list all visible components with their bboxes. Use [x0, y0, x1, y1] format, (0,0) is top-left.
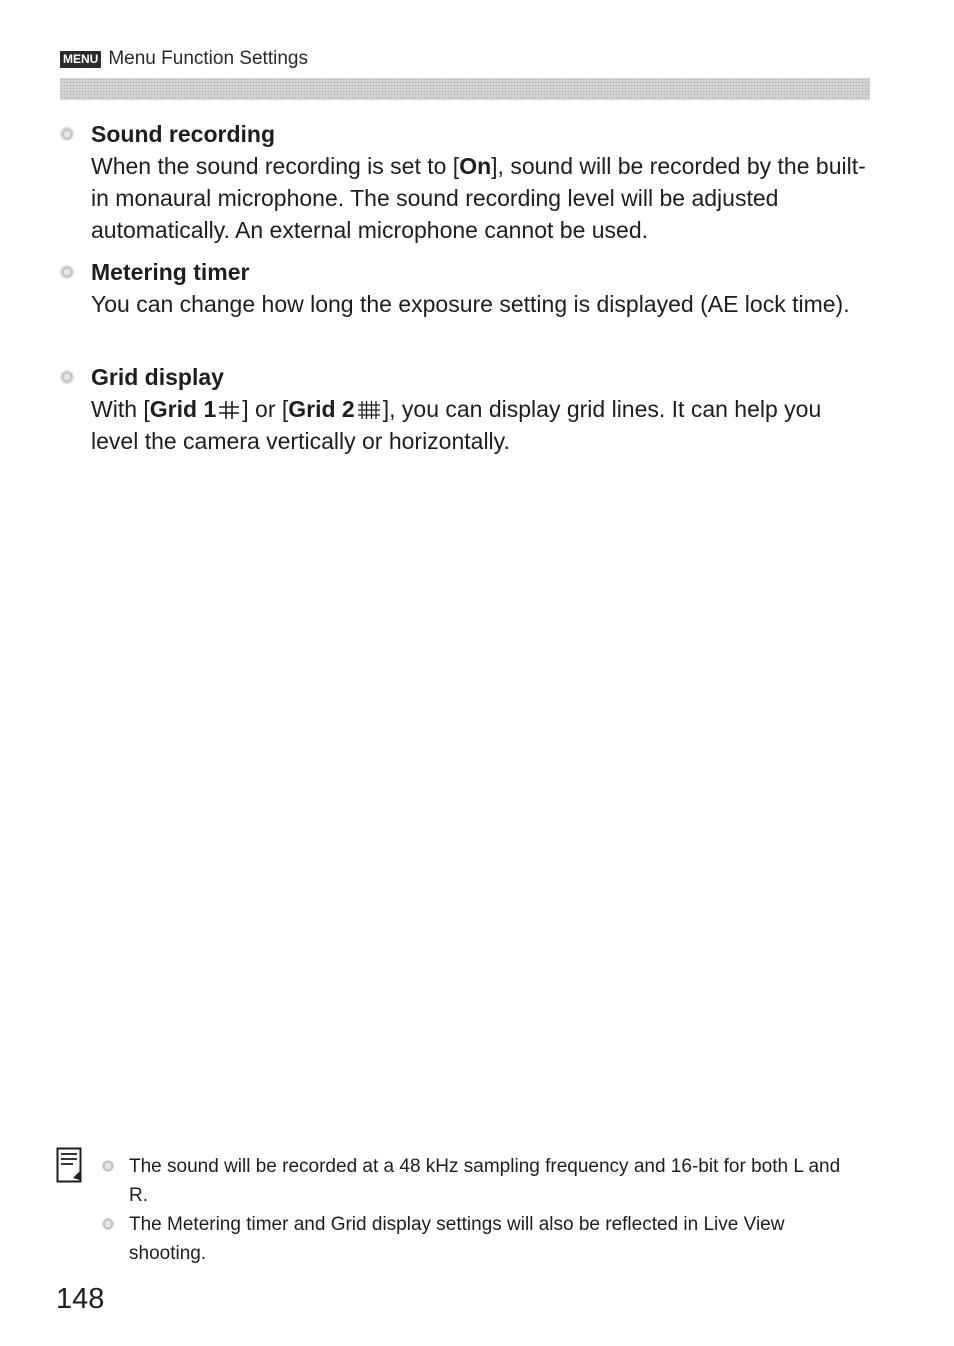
section-title-text: Grid display: [91, 363, 224, 390]
grid-1-icon: [218, 400, 240, 420]
body-text: ], you can display grid lines. It can help you level the camera vertically or horizontally.: [91, 396, 822, 454]
bullet-icon: [60, 127, 74, 141]
section-title: [60, 118, 870, 150]
body-text: ], sound will be recorded by the built-in monaural microphone. The sound recording level will be adjusted automatically. An external microphone cannot be used.: [91, 153, 866, 243]
section-title: [60, 256, 870, 288]
header-divider-bar: [60, 78, 870, 100]
body-bold-text: Grid 1: [149, 396, 217, 422]
body-text: ] or [: [242, 396, 289, 422]
note-text: The Metering timer and Grid display settings will also be reflected in Live View shooting.: [129, 1214, 785, 1264]
menu-icon: MENU: [60, 51, 101, 68]
body-text: When the sound recording is set to [: [91, 153, 460, 179]
note-item: [102, 1152, 862, 1210]
section-body: [91, 288, 870, 320]
section-metering-timer: [60, 256, 870, 320]
bullet-icon: [102, 1218, 114, 1230]
note-text: The sound will be recorded at a 48 kHz sampling frequency and 16-bit for both L and R.: [129, 1156, 841, 1206]
bullet-icon: [60, 370, 74, 384]
body-bold-text: On: [459, 153, 492, 179]
body-text: With [: [91, 396, 150, 422]
page-number: 148: [56, 1283, 105, 1315]
section-body: [91, 150, 870, 246]
section-title-text: Sound recording: [91, 120, 275, 147]
section-sound-recording: [60, 118, 870, 246]
page-header: [60, 48, 308, 70]
bullet-icon: [102, 1160, 114, 1172]
notes-list: [102, 1152, 862, 1268]
note-item: [102, 1210, 862, 1268]
header-title: Menu Function Settings: [108, 48, 308, 69]
bullet-icon: [60, 265, 74, 279]
body-text: You can change how long the exposure setting is displayed (AE lock time).: [91, 291, 850, 317]
note-icon: [56, 1147, 82, 1183]
section-body: [91, 393, 870, 457]
grid-2-icon: [357, 400, 381, 420]
section-title-text: Metering timer: [91, 258, 250, 285]
section-title: [60, 361, 870, 393]
body-bold-text: Grid 2: [288, 396, 355, 422]
section-grid-display: [60, 361, 870, 457]
